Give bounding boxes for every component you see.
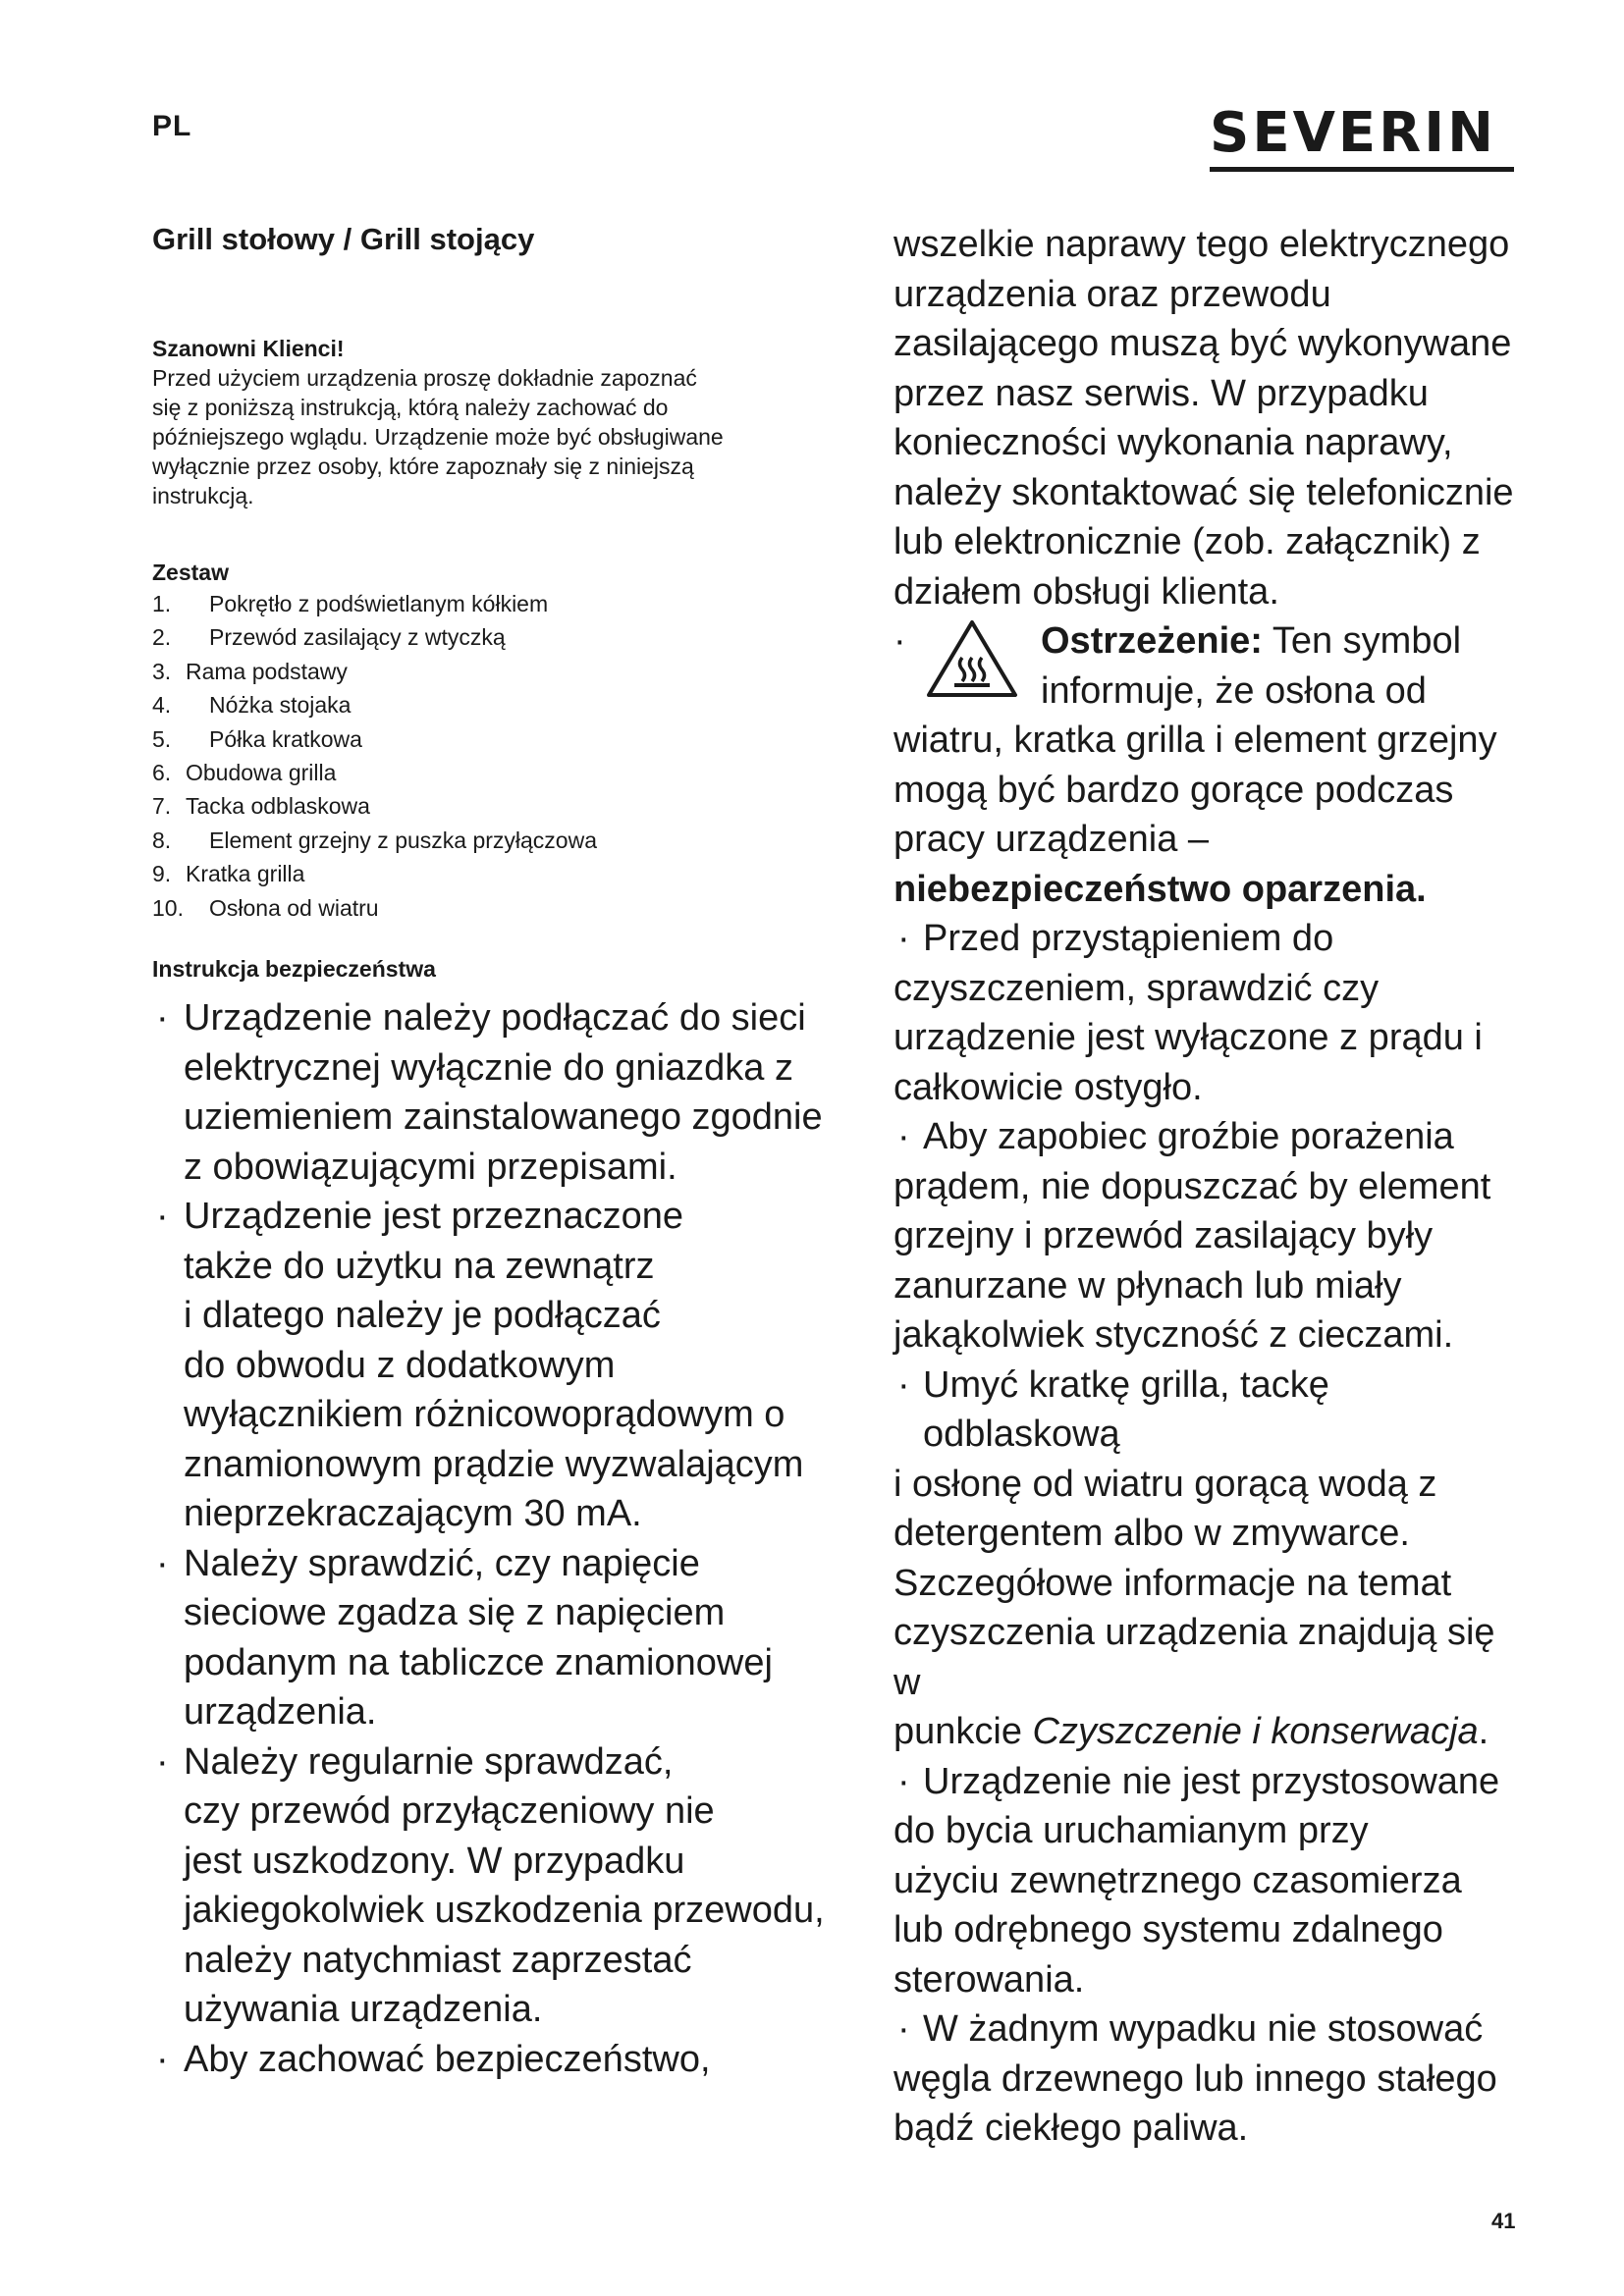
bullet-dot: · xyxy=(156,2038,169,2080)
kit-item xyxy=(152,655,839,688)
text-line: W żadnym wypadku nie stosować xyxy=(923,2008,1484,2050)
kit-item-number: 1. xyxy=(152,591,172,616)
page-number: 41 xyxy=(1491,2209,1516,2233)
kit-item-label: Rama podstawy xyxy=(186,658,348,684)
text-line: zasilającego muszą być wykonywane xyxy=(893,323,1512,364)
bullet-dot: · xyxy=(897,2008,910,2050)
kit-item-number: 3. xyxy=(152,658,172,684)
text-line: użyciu zewnętrznego czasomierza xyxy=(893,1859,1462,1901)
warning-bold-end: niebezpieczeństwo oparzenia. xyxy=(893,868,1427,910)
kit-item-label: Półka kratkowa xyxy=(209,725,362,752)
safety-list-right xyxy=(893,914,1522,1361)
safety-continuation xyxy=(893,220,1522,616)
text-line: czy przewód przyłączeniowy nie xyxy=(184,1790,715,1833)
intro-line: się z poniższą instrukcją, którą należy zachować do xyxy=(152,395,669,420)
cleaning-section-ref: Czyszczenie i konserwacja xyxy=(1032,1711,1479,1752)
kit-item-label: Przewód zasilający z wtyczką xyxy=(209,624,506,651)
text-line: działem obsługi klienta. xyxy=(893,570,1279,613)
kit-item-label: Tacka odblaskowa xyxy=(186,793,370,820)
kit-item-label: Kratka grilla xyxy=(186,861,305,887)
warning-block xyxy=(893,616,1522,716)
bullet-dot: · xyxy=(897,1363,910,1406)
kit-item xyxy=(152,756,839,789)
text-line: Należy sprawdzić, czy napięcie xyxy=(184,1542,700,1584)
text-line: Umyć kratkę grilla, tackę odblaskową xyxy=(923,1363,1329,1455)
text-line: elektrycznej wyłącznie do gniazdka z xyxy=(184,1046,793,1089)
text-line: Przed przystąpieniem do xyxy=(923,918,1334,959)
cleaning-prefix: punkcie xyxy=(893,1711,1033,1752)
text-line: podanym na tabliczce znamionowej xyxy=(184,1641,773,1683)
kit-item-number: 10. xyxy=(152,894,184,921)
intro-line: Przed użyciem urządzenia proszę dokładnie zapoznać xyxy=(152,365,697,391)
brand-logo xyxy=(1210,101,1514,172)
warning-text: Ten symbol xyxy=(1262,620,1462,662)
kit-item-number: 4. xyxy=(152,692,172,719)
text-line: wyłącznikiem różnicowoprądowym o xyxy=(184,1394,785,1436)
right-column xyxy=(893,220,1522,2154)
safety-list-cleaning xyxy=(893,1361,1522,1757)
bullet-dot: · xyxy=(897,1760,910,1802)
bullet-dot: · xyxy=(156,1542,169,1584)
bullet-item xyxy=(152,1539,839,1737)
text-line: pracy urządzenia – xyxy=(893,819,1210,860)
intro-heading: Szanowni Klienci! xyxy=(152,336,345,361)
text-line: prądem, nie dopuszczać by element xyxy=(893,1165,1491,1207)
intro-line: instrukcją. xyxy=(152,483,254,508)
text-line: do obwodu z dodatkowym xyxy=(184,1344,616,1386)
bullet-item xyxy=(893,1757,1522,2005)
bullet-item xyxy=(152,993,839,1192)
text-line: Urządzenie nie jest przystosowane xyxy=(923,1760,1500,1802)
kit-item-number: 8. xyxy=(152,827,172,853)
text-line: konieczności wykonania naprawy, xyxy=(893,422,1453,463)
text-line: także do użytku na zewnątrz xyxy=(184,1245,655,1287)
text-line: zanurzane w płynach lub miały xyxy=(893,1264,1402,1307)
bullet-dot: · xyxy=(893,620,906,662)
kit-item-number: 2. xyxy=(152,624,172,651)
kit-item-label: Obudowa grilla xyxy=(186,760,337,786)
text-line: znamionowym prądzie wyzwalającym xyxy=(184,1443,804,1485)
text-line: wiatru, kratka grilla i element grzejny xyxy=(893,720,1497,761)
kit-item xyxy=(152,722,839,756)
text-line: czyszczenia urządzenia znajdują się w xyxy=(893,1612,1495,1703)
text-line: Urządzenie należy podłączać do sieci xyxy=(184,997,806,1040)
bullet-dot: · xyxy=(156,997,169,1040)
safety-heading: Instrukcja bezpieczeństwa xyxy=(152,956,436,983)
text-line: przez nasz serwis. W przypadku xyxy=(893,372,1429,414)
language-code: PL xyxy=(152,110,192,142)
bullet-item xyxy=(152,1737,839,2035)
intro-line: wyłącznie przez osoby, które zapoznały się z niniejszą xyxy=(152,454,694,479)
text-line: uziemieniem zainstalowanego zgodnie xyxy=(184,1096,823,1139)
bullet-item xyxy=(893,1112,1522,1361)
kit-item-label: Element grzejny z puszka przyłączowa xyxy=(209,827,597,853)
kit-item xyxy=(152,620,839,654)
cleaning-text xyxy=(893,1361,1522,1708)
text-line: bądź ciekłego paliwa. xyxy=(893,2108,1249,2149)
kit-item xyxy=(152,824,839,857)
kit-item xyxy=(152,587,839,620)
text-line: używania urządzenia. xyxy=(184,1989,543,2031)
bullet-item xyxy=(152,2035,839,2085)
text-line: czyszczeniem, sprawdzić czy xyxy=(893,967,1380,1009)
text-line: Aby zachować bezpieczeństwo, xyxy=(184,2038,711,2080)
warning-line xyxy=(1041,616,1461,667)
bullet-dot: · xyxy=(897,918,910,959)
text-line: Urządzenie jest przeznaczone xyxy=(184,1196,684,1238)
text-line: sterowania. xyxy=(893,1958,1085,2001)
left-column xyxy=(152,222,839,2084)
cleaning-suffix: . xyxy=(1478,1711,1489,1752)
text-line: należy natychmiast zaprzestać xyxy=(184,1939,692,1981)
text-line: jakąkolwiek styczność z cieczami. xyxy=(893,1314,1454,1356)
text-line: jakiegokolwiek uszkodzenia przewodu, xyxy=(184,1890,825,1932)
text-line: urządzenia oraz przewodu xyxy=(893,273,1331,315)
text-line: Szczegółowe informacje na temat xyxy=(893,1562,1452,1604)
safety-list-left xyxy=(152,993,839,2084)
kit-item-number: 7. xyxy=(152,793,172,820)
text-line: Należy regularnie sprawdzać, xyxy=(184,1740,674,1783)
intro-line: późniejszego wglądu. Urządzenie może być obsługiwane xyxy=(152,424,724,450)
warning-line: informuje, że osłona od xyxy=(1041,669,1427,712)
text-line: nieprzekraczającym 30 mA. xyxy=(184,1493,642,1535)
bullet-dot: · xyxy=(897,1116,910,1157)
intro-section xyxy=(152,334,839,510)
text-line: do bycia uruchamianym przy xyxy=(893,1810,1369,1851)
kit-item xyxy=(152,789,839,823)
text-line: lub odrębnego systemu zdalnego xyxy=(893,1909,1443,1950)
text-line: i osłonę od wiatru gorącą wodą z xyxy=(893,1463,1437,1505)
text-line: i dlatego należy je podłączać xyxy=(184,1295,661,1337)
text-line: grzejny i przewód zasilający były xyxy=(893,1215,1434,1256)
warning-heading-lines xyxy=(1041,616,1461,716)
text-line: urządzenia. xyxy=(184,1691,377,1734)
text-line: całkowicie ostygło. xyxy=(893,1066,1203,1108)
kit-item-label: Osłona od wiatru xyxy=(209,894,379,921)
bullet-dot: · xyxy=(156,1196,169,1238)
kit-item-label: Pokrętło z podświetlanym kółkiem xyxy=(209,591,549,616)
text-line: należy skontaktować się telefonicznie xyxy=(893,471,1514,513)
hot-surface-warning-icon xyxy=(925,618,1019,699)
text-line: lub elektronicznie (zob. załącznik) z xyxy=(893,521,1481,562)
text-line: węgla drzewnego lub innego stałego xyxy=(893,2057,1497,2100)
text-line: jest uszkodzony. W przypadku xyxy=(184,1840,685,1882)
safety-list-right-2 xyxy=(893,1757,1522,2154)
text-line: sieciowe zgadza się z napięciem xyxy=(184,1592,726,1634)
text-line: urządzenie jest wyłączone z prądu i xyxy=(893,1017,1483,1058)
kit-item-number: 6. xyxy=(152,760,172,786)
text-line: Aby zapobiec groźbie porażenia xyxy=(923,1116,1454,1157)
warning-body xyxy=(893,716,1522,865)
bullet-item xyxy=(893,914,1522,1112)
brand-underline xyxy=(1210,167,1514,172)
bullet-item xyxy=(152,1192,839,1539)
bullet-item xyxy=(893,2004,1522,2154)
kit-heading: Zestaw xyxy=(152,560,229,585)
kit-item xyxy=(152,891,839,925)
text-line: mogą być bardzo gorące podczas xyxy=(893,769,1454,811)
kit-item-label: Nóżka stojaka xyxy=(209,692,352,719)
text-line: z obowiązującymi przepisami. xyxy=(184,1146,677,1188)
text-line: detergentem albo w zmywarce. xyxy=(893,1513,1410,1554)
kit-item xyxy=(152,857,839,890)
cleaning-last-line xyxy=(893,1707,1522,1757)
warning-label: Ostrzeżenie: xyxy=(1041,620,1263,662)
kit-list xyxy=(152,587,839,925)
kit-item-number: 9. xyxy=(152,861,172,887)
brand-wordmark: SEVERIN xyxy=(1210,101,1497,165)
bullet-dot: · xyxy=(156,1740,169,1783)
kit-item-number: 5. xyxy=(152,725,172,752)
kit-item xyxy=(152,688,839,721)
page-title: Grill stołowy / Grill stojący xyxy=(152,222,535,256)
bullet-item xyxy=(893,1361,1522,1757)
text-line: wszelkie naprawy tego elektrycznego xyxy=(893,224,1510,265)
